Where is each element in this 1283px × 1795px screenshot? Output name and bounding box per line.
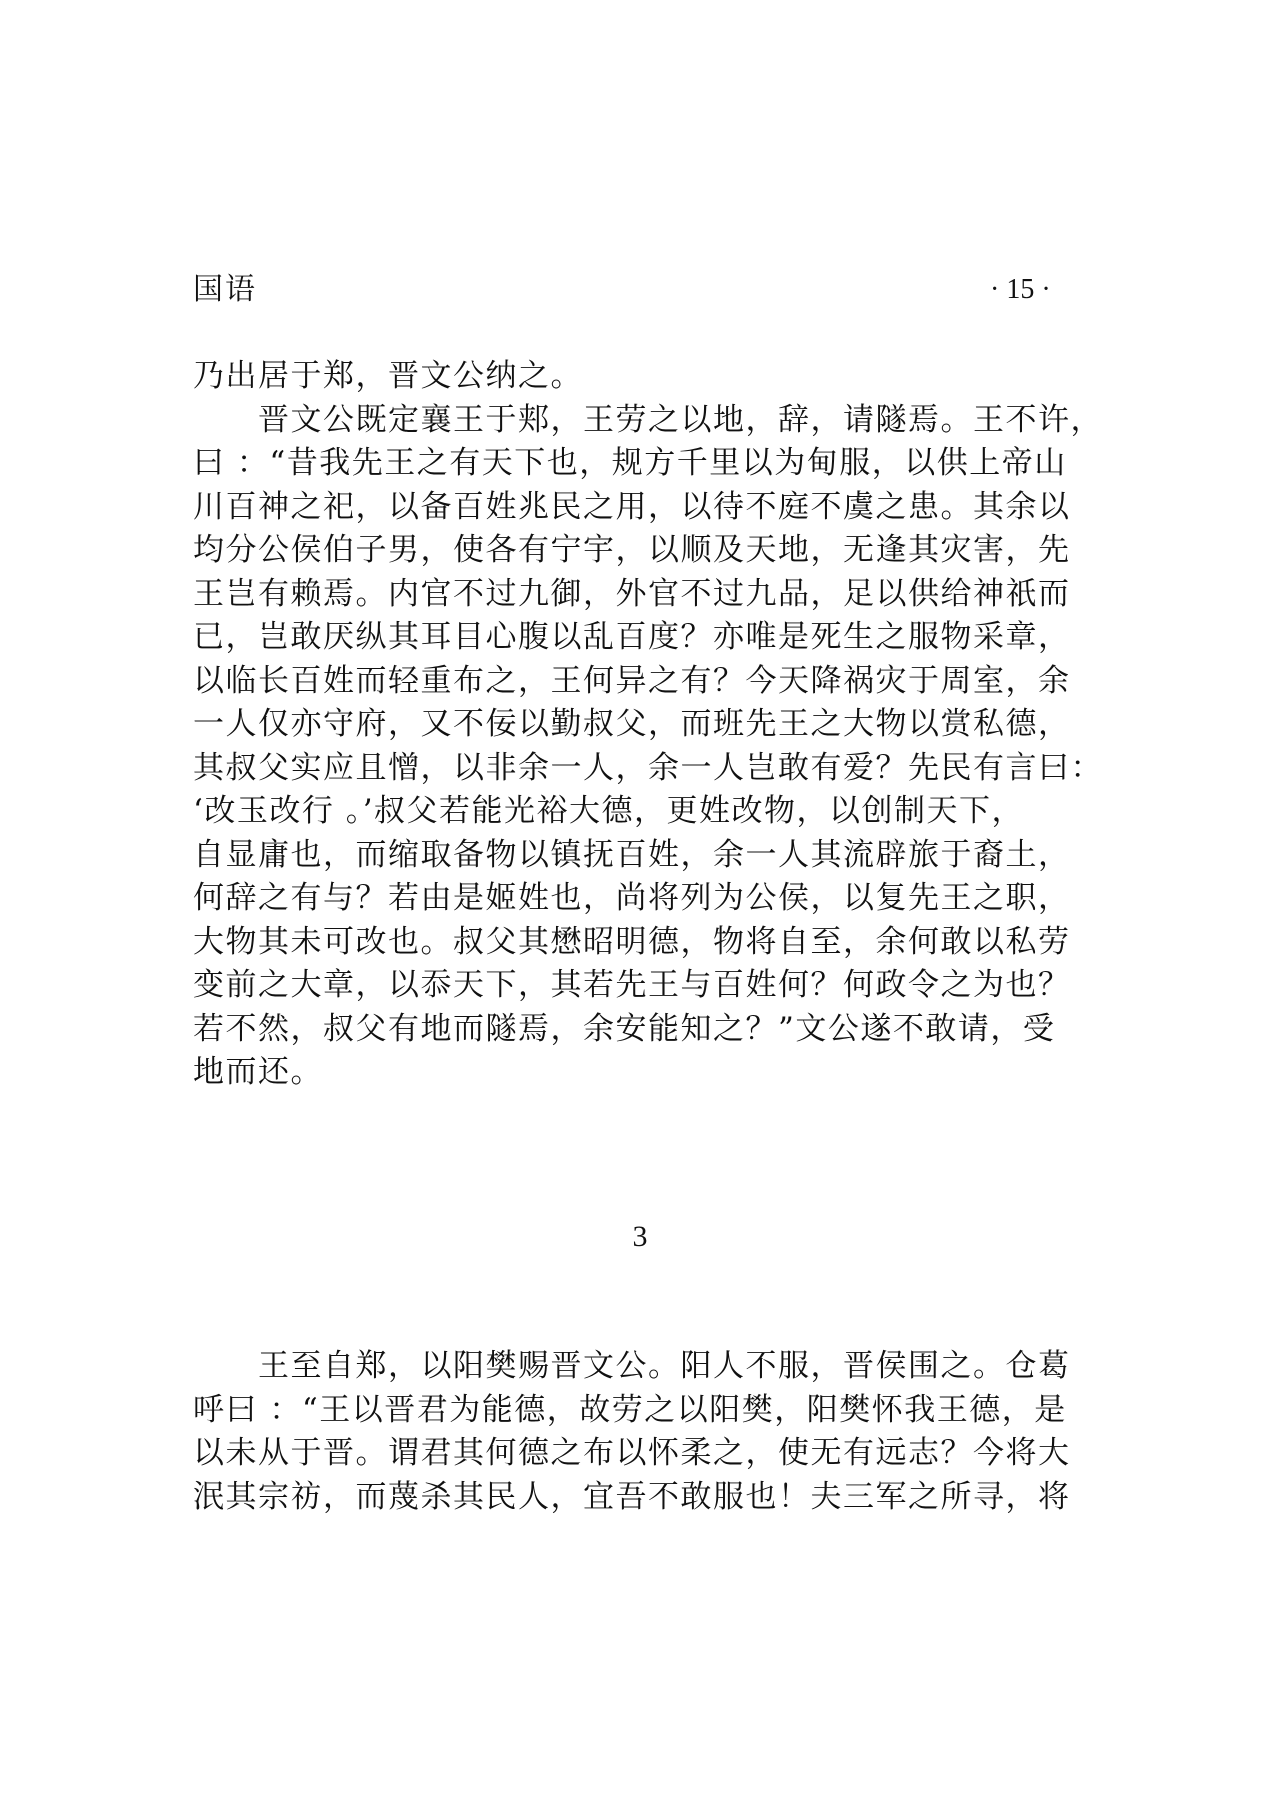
text-line: 已，岂敢厌纵其耳目心腹以乱百度？亦唯是死生之服物采章，	[193, 619, 1071, 655]
text-line: 王至自郑，以阳樊赐晋文公。阳人不服，晋侯围之。仓葛	[193, 1348, 1071, 1384]
text-line: 呼曰 ：“王以晋君为能德，故劳之以阳樊，阳樊怀我王德，是	[193, 1391, 1067, 1428]
text-line: 以未从于晋。谓君其何德之布以怀柔之，使无有远志？今将大	[193, 1435, 1071, 1471]
text-line: 王岂有赖焉。内官不过九御，外官不过九品，足以供给神祇而	[193, 575, 1071, 612]
section-number: 3	[632, 1220, 648, 1253]
text-line: 自显庸也，而缩取备物以镇抚百姓，余一人其流辟旅于裔土，	[193, 836, 1071, 873]
running-header-title: 国语	[193, 272, 257, 307]
text-line: 变前之大章，以忝天下，其若先王与百姓何？何政令之为也？	[193, 967, 1071, 1003]
page-number: · 15 ·	[990, 274, 1051, 305]
text-line: 其叔父实应且憎，以非余一人，余一人岂敢有爱？先民有言曰：	[193, 749, 1103, 786]
text-line: ‘改玉改行 。’叔父若能光裕大德，更姓改物，以创制天下，	[193, 793, 1025, 829]
text-line: 曰 ：“昔我先王之有天下也，规方千里以为甸服，以供上帝山	[193, 445, 1067, 481]
text-line: 晋文公既定襄王于郏，王劳之以地，辞，请隧焉。王不许，	[193, 401, 1103, 438]
text-line: 乃出居于郑，晋文公纳之。	[193, 358, 583, 394]
text-line: 若不然，叔父有地而隧焉，余安能知之？”文公遂不敢请，受	[193, 1010, 1056, 1047]
text-line: 大物其未可改也。叔父其懋昭明德，物将自至，余何敢以私劳	[193, 923, 1071, 960]
body-text-section-b	[193, 1345, 1093, 1519]
text-line: 以临长百姓而轻重布之，王何异之有？今天降祸灾于周室，余	[193, 662, 1071, 699]
text-line: 地而还。	[193, 1054, 323, 1090]
text-line: 一人仅亦守府，又不佞以勤叔父，而班先王之大物以赏私德，	[193, 706, 1071, 742]
text-line: 泯其宗祊，而蔑杀其民人，宜吾不敢服也！夫三军之所寻，将	[193, 1478, 1071, 1515]
text-line: 何辞之有与？若由是姬姓也，尚将列为公侯，以复先王之职，	[193, 880, 1071, 916]
body-text-section-a	[193, 355, 1103, 1095]
text-line: 川百神之祀，以备百姓兆民之用，以待不庭不虞之患。其余以	[193, 488, 1071, 525]
text-line: 均分公侯伯子男，使各有宁宇，以顺及天地，无逢其灾害，先	[193, 532, 1071, 568]
